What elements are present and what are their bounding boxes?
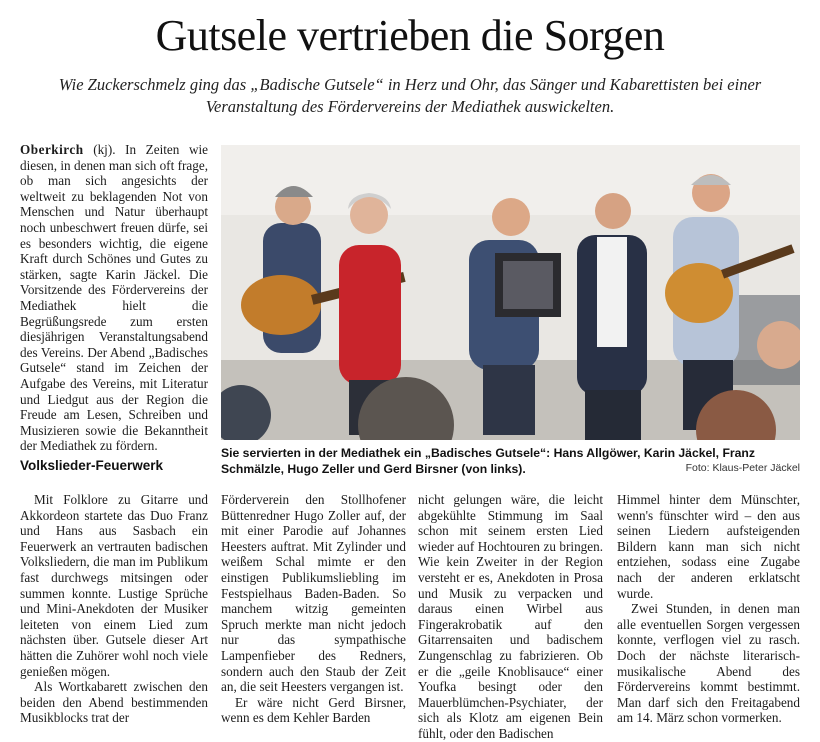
photo-credit: Foto: Klaus-Peter Jäckel xyxy=(685,462,800,474)
paragraph: Als Wortkabarett zwischen den beiden den Abend bestimmenden Musikblocks trat der xyxy=(20,679,208,726)
text-column-4 xyxy=(617,492,800,726)
dateline: Oberkirch xyxy=(20,142,84,157)
photo-caption: Sie servierten in der Mediathek ein „Badisches Gutsele“: Hans Allgöwer, Karin Jäckel, Franz Schmälzle, Hugo Zeller und Gerd Birsner (von links). xyxy=(221,446,755,476)
paragraph: Mit Folklore zu Gitarre und Akkordeon startete das Duo Franz und Hans aus Sasbach ein Feuerwerk an vertrauten badischen Volksliedern, die man im Publikum fast durchwegs mitsingen oder summen konnte. Lustige Sprüche und Mini-Anekdoten der Musiker leiteten von einem Lied zum nächsten über. Gutsele dieser Art hätten die Zuhörer wohl noch viele genießen mögen. xyxy=(20,492,208,679)
text-column-3 xyxy=(418,492,603,742)
intro-text: (kj). In Zeiten wie diesen, in denen man sich oft frage, ob man sich angesichts der weltweit zu beklagenden Not von Menschen und Natur überhaupt noch unbeschwert freuen dürfe, sei es besonders wichtig, die eigene Kraft durch Schönes und Gutes zu stärken, sagte Karin Jäckel. Die Vorsitzende des Fördervereins der Mediathek hielt die Begrüßungsrede zum ersten diesjährigen Veranstaltungsabend des Vereins. Der Abend „Badisches Gutsele“ stand im Zeichen der Aufgabe des Vereins, mit Literatur und Liedgut aus der Region die Freude am Lesen, Schreiben und Musizieren sowie die Bekanntheit der Mediathek zu fördern. xyxy=(20,142,208,454)
paragraph: Zwei Stunden, in denen man alle eventuellen Sorgen vergessen konnte, verflogen viel zu rasch. Doch der nächste literarisch-musikalische Abend des Fördervereins kommt bestimmt. Man darf sich den Freitagabend am 14. März schon vormerken. xyxy=(617,601,800,726)
text-column-1 xyxy=(20,492,208,726)
intro-column xyxy=(20,142,208,454)
article-subheadline: Wie Zuckerschmelz ging das „Badische Gutsele“ in Herz und Ohr, das Sänger und Kabarettisten bei einer Veranstaltung des Fördervereins der Mediathek auswickelten. xyxy=(58,75,762,116)
article-photo xyxy=(221,145,800,440)
musicians-illustration xyxy=(221,145,800,440)
paragraph: nicht gelungen wäre, die leicht abgekühlte Stimmung im Saal schon mit seinem ersten Lied wieder auf Hochtouren zu bringen. Wie kein Zweiter in der Region versteht er es, Anekdoten in Prosa und Musik zu verpacken und daraus einen Wirbel aus Fingerakrobatik auf den Gitarrensaiten und badischem Zungenschlag zu fabrizieren. Ob er die „geile Knoblisauce“ einer Youfka besingt oder den Mauerblümchen-Psychiater, der sich als Klotz am eigenen Bein fühlt, oder den Badischen xyxy=(418,492,603,741)
text-column-2 xyxy=(221,492,406,726)
paragraph: Er wäre nicht Gerd Birsner, wenn es dem Kehler Barden xyxy=(221,694,406,726)
section-heading: Volkslieder-Feuerwerk xyxy=(20,458,164,473)
intro-paragraph xyxy=(20,142,208,454)
paragraph: Förderverein den Stollhofener Büttenredner Hugo Zoller auf, der mit einer Parodie auf Johannes Heesters auftrat. Mit Zylinder und weißem Schal mimte er den einstigen Publikumsliebling im Festspielhaus Baden-Baden. So manchem witzig gemeinten Spruch merkte man nicht jedoch nur das sympathische Lampenfieber des Redners, sondern auch den Staub der Zeit an, die seit Heesters vergangen ist. xyxy=(221,492,406,695)
article-headline: Gutsele vertrieben die Sorgen xyxy=(155,11,665,60)
paragraph: Himmel hinter dem Münschter, wenn's fünschter wird – den aus seinen Liedern aufsteigenden Bildern kann man sich nicht entziehen, sodass eine Zugabe nach der anderen erklatscht wurde. xyxy=(617,492,800,601)
